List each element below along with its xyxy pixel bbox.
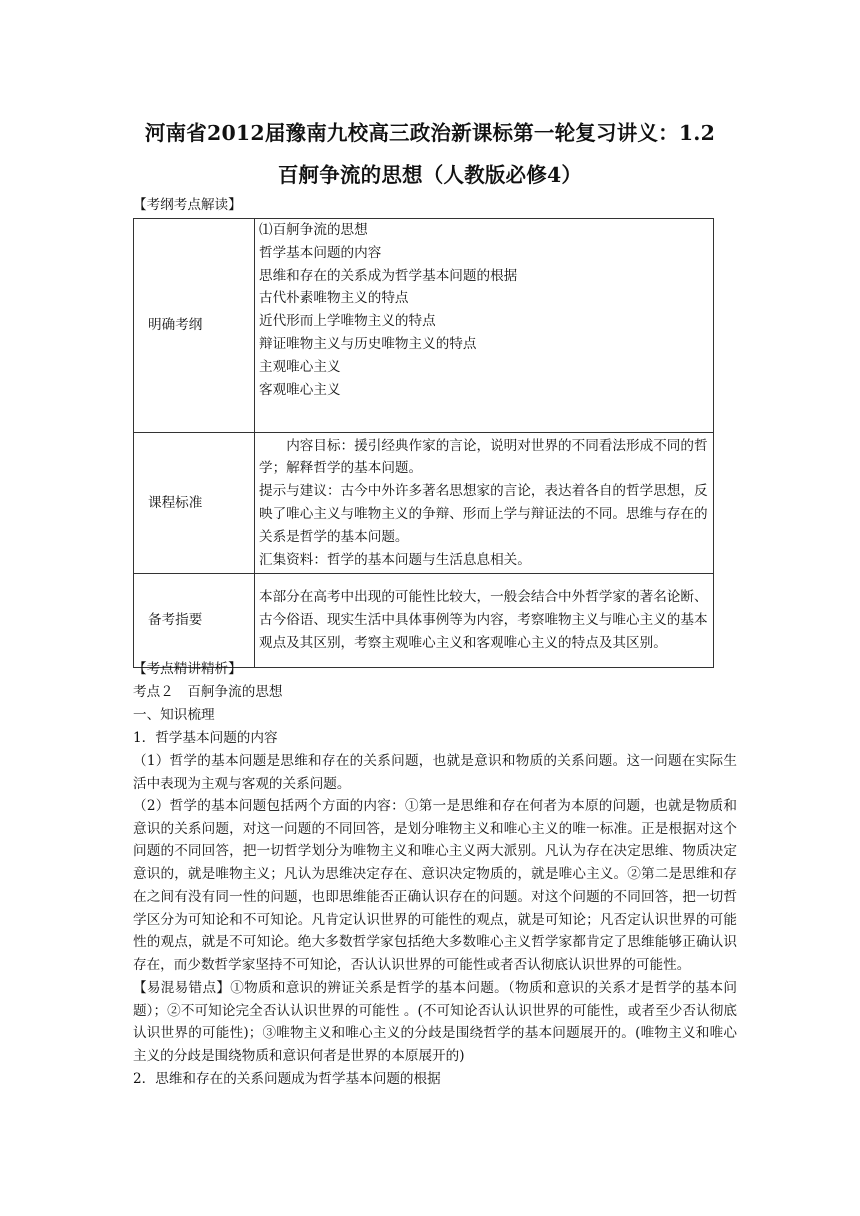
table-row	[134, 574, 714, 668]
row-label: 课程标准	[134, 433, 255, 574]
outline-item: 客观唯心主义	[259, 381, 341, 398]
outline-item: 辩证唯物主义与历史唯物主义的特点	[259, 335, 477, 352]
outline-item: 哲学基本问题的内容	[259, 244, 382, 261]
paragraph-1: （1）哲学的基本问题是思维和存在的关系问题，也就是意识和物质的关系问题。这一问题在实际生活中表现为主观与客观的关系问题。	[133, 753, 737, 792]
section-heading-kaogang: 【考纲考点解读】	[133, 197, 242, 213]
error-prone-paragraph: 【易混易错点】①物质和意识的辨证关系是哲学的基本问题。（物质和意识的关系才是哲学的基本问题）；②不可知论完全否认认识世界的可能性 。(不可知论否认认识世界的可能性，或者至少否认彻底认识世界的可能性)；③唯物主义和唯心主义的分歧是围绕哲学的基本问题展开的。(唯物主义和唯心主义的分歧是围绕物质和意识何者是世界的本原展开的)	[133, 980, 737, 1065]
row-content	[255, 433, 714, 574]
row-content: 本部分在高考中出现的可能性比较大，一般会结合中外哲学家的著名论断、古今俗语、现实生活中具体事例等为内容，考察唯物主义与唯心主义的基本观点及其区别，考察主观唯心主义和客观唯心主义的特点及其区别。	[255, 574, 714, 668]
outline-item: 近代形而上学唯物主义的特点	[259, 313, 436, 330]
outline-item: 思维和存在的关系成为哲学基本问题的根据	[259, 267, 518, 284]
table-row	[134, 433, 714, 574]
section-heading-jingjiang: 【考点精讲精析】	[133, 661, 242, 677]
row-label: 明确考纲	[134, 219, 255, 433]
outline-item: ⑴百舸争流的思想	[259, 222, 368, 238]
content-goal: 内容目标：援引经典作家的言论，说明对世界的不同看法形成不同的哲学；解释哲学的基本问题。	[259, 437, 708, 477]
outline-item: 主观唯心主义	[259, 358, 341, 375]
suggestion: 提示与建议：古今中外许多著名思想家的言论，表达着各自的哲学思想，反映了唯心主义与唯物主义的争辩、形而上学与辩证法的不同。思维与存在的关系是哲学的基本问题。	[259, 483, 708, 545]
point-title: 考点２ 百舸争流的思想	[133, 684, 283, 700]
outline-item: 古代朴素唯物主义的特点	[259, 290, 409, 307]
table-row	[134, 219, 714, 433]
document-title-line-2: 百舸争流的思想（人教版必修4）	[277, 163, 583, 187]
row-content	[255, 219, 714, 433]
item-heading: 1．哲学基本问题的内容	[133, 730, 278, 746]
item-heading: 2．思维和存在的关系问题成为哲学基本问题的根据	[133, 1071, 441, 1087]
exam-outline-table	[133, 218, 714, 668]
row-label: 备考指要	[134, 574, 255, 668]
materials: 汇集资料：哲学的基本问题与生活息息相关。	[259, 551, 531, 568]
paragraph-2: （2）哲学的基本问题包括两个方面的内容：①第一是思维和存在何者为本原的问题，也就是物质和意识的关系问题，对这一问题的不同回答，是划分唯物主义和唯心主义的唯一标准。正是根据对这个问题的不同回答，把一切哲学划分为唯物主义和唯心主义两大派别。凡认为存在决定思维、物质决定意识的，就是唯物主义；凡认为思维决定存在、意识决定物质的，就是唯心主义。②第二是思维和存在之间有没有同一性的问题，也即思维能否正确认识存在的问题。对这个问题的不同回答，把一切哲学区分为可知论和不可知论。凡肯定认识世界的可能性的观点，就是可知论；凡否定认识世界的可能性的观点，就是不可知论。绝大多数哲学家包括绝大多数唯心主义哲学家都肯定了思维能够正确认识存在，而少数哲学家坚持不可知论，否认认识世界的可能性或者否认彻底认识世界的可能性。	[133, 798, 737, 973]
document-title-line-1: 河南省2012届豫南九校高三政治新课标第一轮复习讲义：1.2	[144, 121, 716, 145]
subsection-heading: 一、知识梳理	[133, 707, 215, 723]
